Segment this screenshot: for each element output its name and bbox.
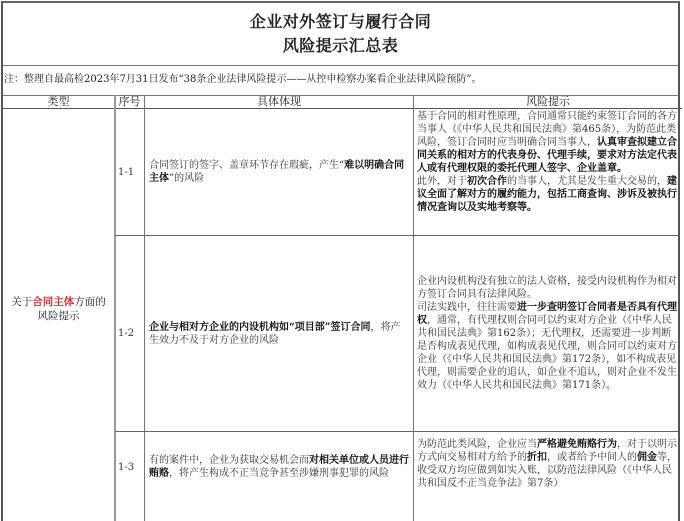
emphasis-text: 难以明确合同主体 [149, 160, 405, 184]
text: 此外，对于 [417, 176, 467, 187]
emphasis-text: 认真审查拟建立合同关系的相对方的代表身份、代理手续，要求对方法定代表人或有代理权限的委托代理人签字、企业盖章。 [417, 137, 677, 174]
text: ，或者给予中间人的 [547, 452, 637, 463]
header-risk: 风险提示 [414, 95, 682, 109]
risk-paragraph [417, 175, 679, 214]
text: 合同签订的签字、盖章环节存在瑕疵，产生“ [149, 160, 345, 171]
category-highlight: 合同主体 [32, 296, 75, 308]
text: 企业内设机构没有独立的法人资格，接受内设机构作为相对方签订合同具有法律风险。 [417, 276, 677, 300]
risk-paragraph [417, 275, 679, 301]
row-1-3-risk [414, 438, 682, 502]
table-title [3, 3, 678, 66]
row-1-3-detail [145, 432, 413, 502]
category-suffix: 方面的 [74, 296, 106, 308]
text: ，通常，有代理权则合同可以约束对方企业（《中华人民共和国民法典》第162条）；无代理权，还需要进一步判断是否构成表见代理，如构成表见代理，则合同可以约束对方企业（《中华人民共和国民法典》第172条），如不构成表见代理，则需要企业的追认，如企业不追认，则对企业不发生效力（《中华人民共和国民法典》第171条）。 [417, 315, 677, 391]
text: 等，收受双方均应做到如实入账，以防范法律风险（《中华人民共和国反不正当竞争法》第7条） [417, 452, 677, 489]
text: ，将产生构成不正当竞争甚至涉嫌刑事犯罪的风险 [169, 468, 389, 479]
row-1-1-detail [145, 109, 413, 235]
text: 基于合同的相对性原理，合同通常只能约束签订合同的各方当事人（《中华人民共和国民法典》第465条），为防范此类风险，签订合同时应当明确合同当事人， [417, 111, 677, 148]
text: 司法实践中，往往需要 [417, 302, 517, 313]
text: ，将产生效力不及于对方企业的风险 [149, 321, 401, 346]
row-1-2-detail [145, 236, 413, 431]
text: 为防范此类风险，企业应当 [417, 439, 537, 450]
category-cell [3, 109, 114, 509]
emphasis-text: 佣金 [637, 452, 657, 463]
header-type: 类型 [3, 95, 114, 109]
row-1-2-risk [414, 236, 682, 431]
risk-paragraph [417, 301, 679, 392]
emphasis-text: 折扣 [527, 452, 547, 463]
text: 的当事人，尤其是发生重大交易的， [507, 176, 667, 187]
emphasis-text: 严格避免贿赂行为 [537, 439, 617, 450]
text: 有的案件中，企业为获取交易机会而 [149, 455, 309, 466]
title-line-1: 企业对外签订与履行合同 [249, 12, 432, 31]
row-1-1-seq: 1-1 [118, 166, 135, 178]
row-1-1-risk [414, 110, 682, 235]
emphasis-text: 进一步查明签订合同者是否具有代理权 [417, 302, 677, 326]
header-seq: 序号 [115, 95, 144, 109]
category-line2: 风险提示 [37, 310, 80, 322]
text: ，对于以明示方式向交易相对方给予的 [417, 439, 677, 463]
emphasis-text: 初次合作 [467, 176, 507, 187]
emphasis-text: 对相关单位或人员进行贿赂 [149, 455, 409, 479]
emphasis-text: 企业与相对方企业的内设机构如“项目部”签订合同 [149, 321, 371, 333]
risk-paragraph [417, 110, 679, 175]
source-note: 注：整理自最高检2023年7月31日发布“38条企业法律风险提示——从控申检察办案看企业法律风险预防”。 [3, 65, 679, 96]
header-detail: 具体体现 [145, 95, 413, 109]
emphasis-text: 建议全面了解对方的履约能力，包括工商查询、涉诉及被执行情况查询以及实地考察等。 [417, 176, 677, 213]
row-1-2-seq: 1-2 [118, 328, 135, 339]
risk-summary-table [1, 1, 680, 521]
category-prefix: 关于 [11, 296, 33, 308]
title-line-2: 风险提示汇总表 [282, 36, 399, 55]
row-1-3-seq: 1-3 [118, 461, 135, 473]
text: ”的风险 [169, 173, 205, 184]
